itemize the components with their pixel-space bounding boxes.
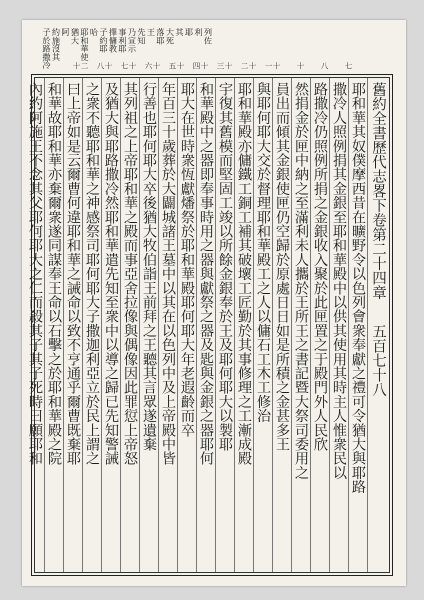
marginal-note: 阿 <box>61 28 71 37</box>
marginal-note: 猶大 <box>70 28 81 45</box>
text-column: 然捐金於匣中納之至滿利未人攜於王所王之書記暨大祭司委用之 <box>293 82 309 480</box>
text-column: 和華殿中之器即奉事時用之器與獻祭之器及匙與金銀之器耶何 <box>198 82 214 466</box>
column-divider <box>272 78 273 572</box>
chapter-title: 舊約全書歷代志畧下卷第二十四章 <box>370 82 386 300</box>
marginal-note: 列佐 <box>203 28 214 45</box>
column-markers <box>62 62 352 72</box>
marginal-note: 哈 <box>89 28 100 37</box>
text-column: 年百三十歲葬於大闢城諸王墓中以其在以色列中及上帝殿中皆 <box>160 82 176 466</box>
text-column: 員出而傾其金銀使匣仍空歸於原處日日如是所積之金甚多王 <box>274 82 290 452</box>
marginal-note: 約施沒其 <box>51 28 62 61</box>
column-marker: 十四 <box>192 62 209 70</box>
marginal-note: 利 <box>194 28 204 37</box>
marginal-note: 擇傭教 <box>108 28 119 53</box>
text-column: 撒冷人照例捐其金銀至耶和華殿中以供其使用其時主人惟衆民以 <box>331 82 347 480</box>
column-marker: 十二 <box>240 62 257 70</box>
column-marker: 七 <box>344 62 353 70</box>
column-marker: 十六 <box>144 62 161 70</box>
column-marker: 十 <box>296 62 305 70</box>
marginal-note: 王 <box>146 28 157 37</box>
text-column: 曰上帝如是云爾曹何違耶和華之誡命以致不亨通乎爾曹既棄耶 <box>65 82 81 466</box>
marginal-note: 乃宣示 <box>127 28 138 53</box>
column-divider <box>82 78 83 572</box>
text-column: 耶大在世時衆恆獻燔祭於耶和華殿耶何耶大年老遐齡而卒 <box>179 82 195 437</box>
column-divider <box>120 78 121 572</box>
title-divider <box>367 78 368 572</box>
marginal-note: 先知 <box>137 28 147 45</box>
column-divider <box>158 78 159 572</box>
marginal-note: 子於路撒冷 <box>42 28 52 69</box>
text-column: 與耶何耶大交於督理耶和華殿工之人以傭石工木工修治 <box>255 82 271 423</box>
text-column: 和華故耶和華亦棄爾衆遂同謀奉王命以石擊之於耶和華殿之院 <box>46 82 62 466</box>
book-page <box>22 20 406 586</box>
column-marker: 八 <box>320 62 329 70</box>
column-divider <box>291 78 292 572</box>
column-divider <box>177 78 178 572</box>
column-marker: 十五 <box>168 62 185 70</box>
column-divider <box>215 78 216 572</box>
text-column: 及猶大與耶路撒冷然耶和華遣先知至衆中以導之歸已先知警誡 <box>103 82 119 466</box>
title-column <box>369 82 387 576</box>
column-divider <box>44 78 45 572</box>
marginal-note: 耶和華使 <box>80 28 90 61</box>
marginal-note: 大死 <box>165 28 176 45</box>
text-column: 耶和華殿亦傭鐵工銅工補其破壞工匠勤於其事修理之工漸成殿 <box>236 82 252 466</box>
column-marker: 十八 <box>96 62 113 70</box>
column-divider <box>253 78 254 572</box>
column-divider <box>310 78 311 572</box>
marginal-note: 落耶 <box>156 28 166 45</box>
column-divider <box>329 78 330 572</box>
column-marker: 二十 <box>72 62 89 70</box>
text-column: 行善也耶何耶大卒後猶大牧伯詣王前拜之王聽其言眾遂遺棄 <box>141 82 157 452</box>
column-divider <box>348 78 349 572</box>
column-marker: 十七 <box>120 62 137 70</box>
marginal-note: 耶 <box>184 28 195 37</box>
column-marker: 十三 <box>216 62 233 70</box>
column-marker: 十一 <box>264 62 281 70</box>
text-column: 其列祖之上帝耶和華之殿而事亞舍拉像與偶像因此罪愆上帝怒 <box>122 82 138 466</box>
text-column: 之衆不聽耶和華之神感祭司耶何耶大子撒迦利亞立於民上謂之 <box>84 82 100 466</box>
marginal-note: 其 <box>175 28 185 37</box>
column-divider <box>234 78 235 572</box>
column-divider <box>196 78 197 572</box>
column-divider <box>101 78 102 572</box>
column-divider <box>139 78 140 572</box>
text-column: 路撒冷仍照例所捐之金銀收入聚於此匣置之于殿門外人民欣 <box>312 82 328 452</box>
page-number: 五百七十八 <box>370 323 386 396</box>
text-column: 耶和華其奴僕摩西昔在曠野令以色列會衆奉獻之禮可令猶大與耶路 <box>350 82 366 494</box>
text-column: 內約阿施王不念其父耶何耶大之仁而殺其子其子死時曰願耶和 <box>27 82 43 466</box>
marginal-note: 事利耶 <box>118 28 128 53</box>
column-divider <box>63 78 64 572</box>
text-frame <box>27 74 393 576</box>
marginal-note: 子約耶 <box>99 28 109 53</box>
text-column: 宇復其舊模而堅固工竣以所餘金銀奉於王及耶何耶大以製耶 <box>217 82 233 452</box>
text-frame-inner <box>27 77 390 573</box>
